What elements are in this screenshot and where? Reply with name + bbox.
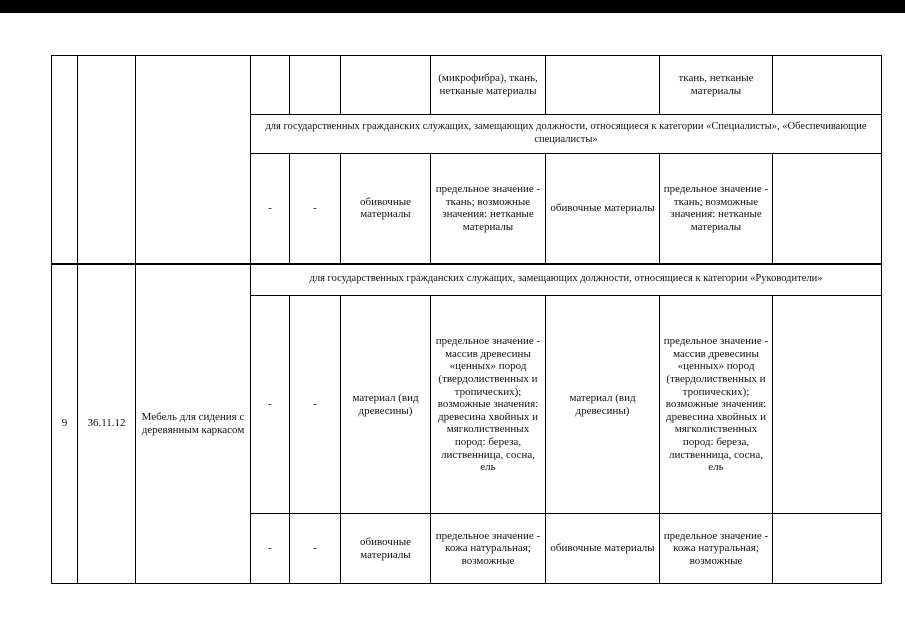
cell-dash: - [251,296,290,514]
cell-empty [290,56,341,115]
cell-empty [341,56,431,115]
cell-characteristic: обивочные материалы [341,154,431,264]
cell-code-empty [78,56,136,264]
category-managers: для государственных гражданских служащих, замещающих должности, относящиеся к категории «Руководители» [251,264,882,296]
cell-characteristic: материал (вид древесины) [341,296,431,514]
cell-empty [251,56,290,115]
table-row-continuation [52,56,882,115]
cell-value: предельное значение - ткань; возможные значения: нетканые материалы [660,154,773,264]
cell-value: предельное значение - кожа натуральная; возможные [660,514,773,584]
cell-empty [546,56,660,115]
cell-empty [773,154,882,264]
cell-characteristic: обивочные материалы [341,514,431,584]
category-specialists: для государственных гражданских служащих, замещающих должности, относящиеся к категории «Специалисты», «Обеспечивающие специалисты» [251,115,882,154]
cell-empty [773,514,882,584]
cell-dash: - [290,154,341,264]
item-number: 9 [52,264,78,584]
cell-dash: - [290,514,341,584]
scan-top-border [0,0,905,13]
cell-num-empty [52,56,78,264]
item-okpd-code: 36.11.12 [78,264,136,584]
requirements-table [51,55,882,584]
cell-value: предельное значение - массив древесины «ценных» пород (твердолиственных и тропических); возможные значения: древесина хвойных и мягколиственных пород: береза, лиственница, сосна, ель [660,296,773,514]
cell-value: предельное значение - массив древесины «ценных» пород (твердолиственных и тропических); возможные значения: древесина хвойных и мягколиственных пород: береза, лиственница, сосна, ель [431,296,546,514]
cell-empty [773,296,882,514]
cell-empty [773,56,882,115]
cell-characteristic: обивочные материалы [546,154,660,264]
cell-limit-value: (микрофибра), ткань, нетканые материалы [431,56,546,115]
cell-characteristic: обивочные материалы [546,514,660,584]
cell-dash: - [290,296,341,514]
table-row-category [52,264,882,296]
item-name: Мебель для сидения с деревянным каркасом [136,264,251,584]
cell-dash: - [251,514,290,584]
cell-value: предельное значение - ткань; возможные значения: нетканые материалы [431,154,546,264]
cell-characteristic: материал (вид древесины) [546,296,660,514]
cell-value: предельное значение - кожа натуральная; возможные [431,514,546,584]
cell-dash: - [251,154,290,264]
cell-name-empty [136,56,251,264]
cell-limit-value: ткань, нетканые материалы [660,56,773,115]
